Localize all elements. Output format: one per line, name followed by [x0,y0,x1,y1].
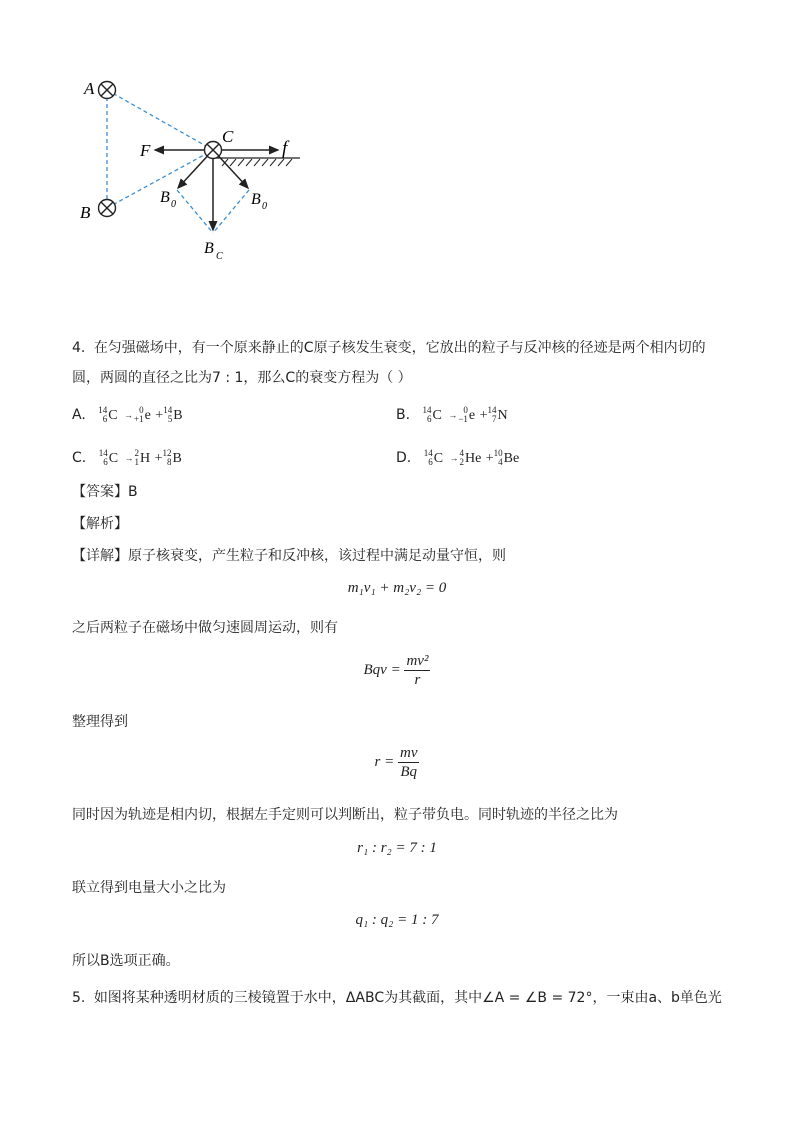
option-B: B. 14 6 C → 0 −1 e + 14 7 N [396,405,508,424]
label-B: B [80,203,91,222]
equation-charge-ratio: q₁ : q₂ = 1 : 7 [355,912,439,928]
question-5-line1 [72,988,722,1008]
equation-radius-ratio: r₁ : r₂ = 7 : 1 [357,840,437,856]
label-A: A [84,79,95,98]
detail-tag: 【详解】 [72,548,128,564]
question-4-line1 [72,338,706,358]
detail-line6: 所以B选项正确。 [72,953,180,969]
answer-value: B [128,484,138,500]
detail-line4: 同时因为轨迹是相内切，根据左手定则可以判断出，粒子带负电。同时轨迹的半径之比为 [72,807,618,823]
label-f: f [282,138,288,159]
answer [72,482,138,502]
option-D: D. 14 6 C → 4 2 He + 10 4 Be [396,448,520,467]
question-number: 4. [72,340,86,356]
magnetic-force-diagram [70,70,320,270]
detail-line2: 之后两粒子在磁场中做匀速圆周运动，则有 [72,620,338,636]
option-A: A. 14 6 C → 0 +1 e + 14 5 B [72,405,183,424]
detail-line3: 整理得到 [72,714,128,730]
question-4-line2: 圆，两圆的直径之比为7 : 1，那么C的衰变方程为（ ） [72,370,412,386]
label-B0-right: B [251,191,261,208]
analysis-tag: 【解析】 [72,516,128,532]
question-number: 5. [72,990,86,1006]
question-stem: 如图将某种透明材质的三棱镜置于水中，ΔABC为其截面，其中∠A = ∠B = 72°，一束由a、b单色光 [93,990,722,1006]
label-BC: B [204,240,214,257]
answer-tag: 【答案】 [72,484,128,500]
label-B0-left: B [160,189,170,206]
detail-line5: 联立得到电量大小之比为 [72,880,226,896]
question-stem: 在匀强磁场中，有一个原来静止的C原子核发生衰变，它放出的粒子与反冲核的径迹是两个相内切的 [93,340,706,356]
detail-line1: 【详解】原子核衰变，产生粒子和反冲核，该过程中满足动量守恒，则 [72,548,506,564]
equation-momentum: m₁v₁ + m₂v₂ = 0 [347,580,447,596]
label-B0-right-sub: 0 [262,201,267,212]
equation-radius: r = $\frac{mv}{Bq}$ [374,745,418,780]
option-C: C. 14 6 C → 2 1 H + 12 8 B [72,448,182,467]
label-F: F [140,141,151,160]
equation-lorentz: Bqv = $\frac{\text{mv²}}{r}$ [363,653,429,688]
label-BC-sub: C [216,251,223,262]
label-B0-left-sub: 0 [171,199,176,210]
label-C: C [222,127,234,146]
